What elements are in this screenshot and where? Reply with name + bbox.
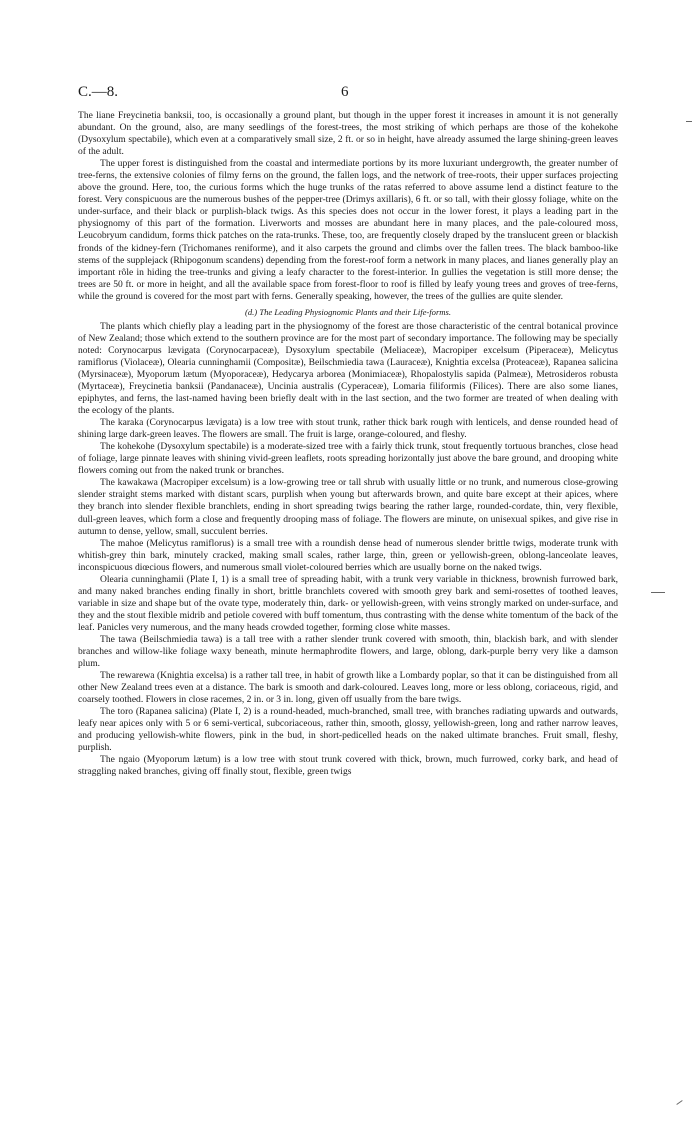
paragraph: The toro (Rapanea salicina) (Plate I, 2) is a round-headed, much-branched, small tree, with branches radiating upwards and outwards, leafy near apices only with 5 or 6 semi-vertical, subcoriaceous, rather thin, smooth, glossy, yellowish-green, long and rather narrow leaves, and producing yellowish-white flowers, pink in the bud, in short-pedicelled heads on the naked ultimate branches. Fruit small, fleshy, purplish. bbox=[78, 706, 618, 754]
paragraph: The kohekohe (Dysoxylum spectabile) is a moderate-sized tree with a fairly thick trunk, stout frequently tortuous branches, close head of foliage, large pinnate leaves with shining vivid-green leaflets, roots spreading horizontally just above the bare ground, and drooping white flowers coming out from the naked trunk or branches. bbox=[78, 441, 618, 477]
margin-mark bbox=[651, 592, 665, 593]
paragraph: The tawa (Beilschmiedia tawa) is a tall tree with a rather slender trunk covered with smooth, thin, blackish bark, and with slender branches and willow-like foliage waxy beneath, minute hermaphrodite flowers, and large, oblong, dark-purple berry very like a damson plum. bbox=[78, 633, 618, 670]
paragraph: The upper forest is distinguished from the coastal and intermediate portions by its more luxuriant undergrowth, the greater number of tree-ferns, the extensive colonies of filmy ferns on the ground, the fallen logs, and the network of tree-roots, their upper surfaces projecting above the ground. Here, too, the curious forms which the huge trunks of the ratas referred to above assume lend a distinct feature to the forest. Very conspicuous are the numerous bushes of the pepper-tree (Drimys axillaris), 6 ft. or so tall, with their glossy foliage, white on the under-surface, and their black or purplish-black twigs. As this species does not occur in the lower forest, it plays a leading part in the physiognomy of this part of the formation. Liverworts and mosses are abundant here in many places, and the pale-coloured moss, Leucobryum candidum, forms thick patches on the rata-trunks. These, too, are frequently closely draped by the translucent green or blackish fronds of the kidney-fern (Trichomanes reniforme), and it also carpets the ground and climbs over the fallen trees. The black bamboo-like stems of the supplejack (Rhipogonum scandens) depending from the forest-roof form a network in many places, and lianes generally play an important rôle in hiding the tree-trunks and giving a leafy character to the forest-interior. In gullies the vegetation is still more dense; the trees are 50 ft. or more in height, and all the available space from forest-floor to roof is filled by leafy young trees and groves of tree-ferns, while the ground is covered for the most part with ferns. Generally speaking, however, the trees of the gullies are quite slender. bbox=[78, 158, 618, 302]
paragraph: The mahoe (Melicytus ramiflorus) is a small tree with a roundish dense head of numerous slender brittle twigs, moderate trunk with whitish-grey thin bark, minutely cracked, making small scales, rather large, thin, green or yellowish-green, oblong-lanceolate leaves, inconspicuous diœcious flowers, and numerous small violet-coloured berries which are usually borne on the naked twigs. bbox=[78, 537, 618, 573]
margin-mark bbox=[676, 1100, 682, 1105]
paragraph: The ngaio (Myoporum lætum) is a low tree with stout trunk covered with thick, brown, much furrowed, corky bark, and head of straggling naked branches, giving off finally stout, flexible, green twigs bbox=[78, 754, 618, 778]
document-reference: C.—8. bbox=[78, 84, 119, 100]
paragraph: The rewarewa (Knightia excelsa) is a rather tall tree, in habit of growth like a Lombardy poplar, so that it can be distinguished from all other New Zealand trees even at a distance. The bark is smooth and dark-coloured. Leaves long, more or less oblong, coriaceous, rigid, and coarsely toothed. Flowers in close racemes, 2 in. or 3 in. long, given off usually from the bare twigs. bbox=[78, 670, 618, 706]
paragraph: The plants which chiefly play a leading part in the physiognomy of the forest are those characteristic of the central botanical province of New Zealand; those which extend to the southern province are for the most part of secondary importance. The following may be specially noted: Corynocarpus lævigata (Corynocarpaceæ), Dysoxylum spectabile (Meliaceæ), Macropiper excelsum (Piperaceæ), Melicytus ramiflorus (Violaceæ), Olearia cunninghamii (Compositæ), Beilschmiedia tawa (Lauraceæ), Knightia excelsa (Proteaceæ), Rapanea salicina (Myrsinaceæ), Myoporum lætum (Myoporaceæ), Hedycarya arborea (Monimiaceæ), Rhopalostylis sapida (Palmeæ), Metrosideros robusta (Myrtaceæ), Freycinetia banksii (Pandanaceæ), Uncinia australis (Cyperaceæ), Lomaria filiformis (Filices). There are also some lianes, epiphytes, and ferns, the last-named having been briefly dealt with in the last section, and the two former are treated of when dealing with the ecology of the plants. bbox=[78, 320, 618, 417]
paragraph: The kawakawa (Macropiper excelsum) is a low-growing tree or tall shrub with usually little or no trunk, and numerous close-growing slender straight stems marked with distant scars, purplish when young but afterwards brown, and quite bare except at their apices, where they branch into slender flexible branchlets, ending in short spreading twigs bearing the rather large, rounded-cordate, thin, very flexible, dull-green leaves, which form a close and frequently drooping mass of foliage. The flowers are minute, on unisexual spikes, and give rise in autumn to dense, yellow, small, succulent berries. bbox=[78, 477, 618, 537]
page-number: 6 bbox=[341, 84, 349, 100]
body-text bbox=[78, 110, 618, 779]
margin-mark bbox=[686, 121, 692, 122]
page-header bbox=[78, 84, 618, 104]
paragraph: The karaka (Corynocarpus lævigata) is a low tree with stout trunk, rather thick bark rough with lenticels, and dense rounded head of shining large dark-green leaves. The flowers are small. The fruit is large, orange-coloured, and fleshy. bbox=[78, 417, 618, 441]
document-page bbox=[78, 84, 618, 779]
section-heading: (d.) The Leading Physiognomic Plants and their Life-forms. bbox=[245, 306, 451, 317]
paragraph: Olearia cunninghamii (Plate I, 1) is a small tree of spreading habit, with a trunk very variable in thickness, brownish furrowed bark, and many naked branches ending finally in short, brittle branchlets covered with smooth grey bark and semi-rosettes of toothed leaves, variable in size and shape but of the ovate type, moderately thin, dark- or yellowish-green, with veins strongly marked on under-surface, and they and the stout flexible midrib and petiole covered with buff tomentum, thus contrasting with the dense white tomentum of the back of the leaf. Panicles very numerous, and the many heads crowded together, forming close white masses. bbox=[78, 573, 618, 633]
paragraph: The liane Freycinetia banksii, too, is occasionally a ground plant, but though in the upper forest it increases in amount it is not generally abundant. On the ground, also, are many seedlings of the forest-trees, the most striking of which perhaps are those of the kohekohe (Dysoxylum spectabile), which even at a comparatively small size, 2 ft. or so in height, have already assumed the large shining-green leaves of the adult. bbox=[78, 110, 618, 158]
